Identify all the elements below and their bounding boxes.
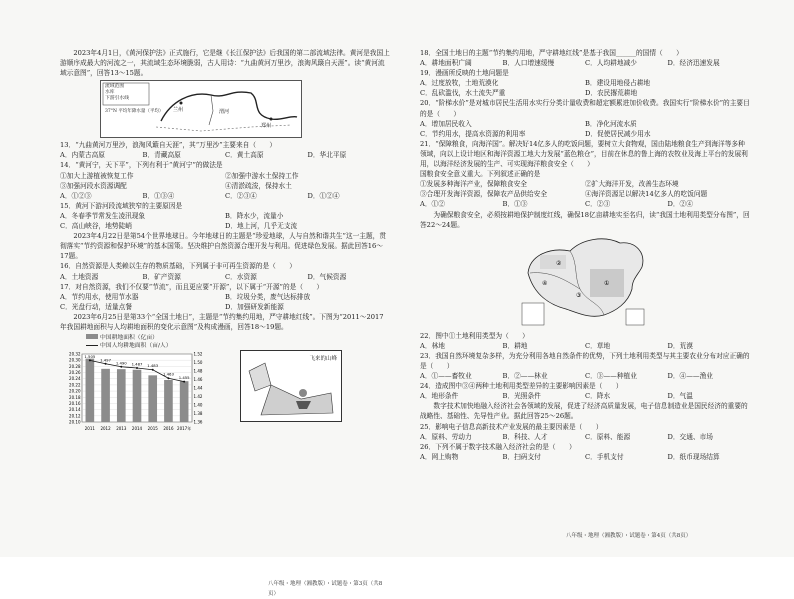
svg-text:①: ① xyxy=(604,279,610,287)
q18-option-d[interactable]: D．经济迅速发展 xyxy=(667,59,720,68)
q19-option-a[interactable]: A．过度放牧，土地荒漠化 xyxy=(420,79,499,88)
bar xyxy=(148,375,157,422)
china-land-use-map xyxy=(520,233,650,328)
legend-bar-label: 中国耕地面积（亿亩） xyxy=(100,335,158,342)
yellow-river-map xyxy=(100,80,302,138)
q26-option-d[interactable]: D．纸币现场结算 xyxy=(667,452,720,461)
chart-legend xyxy=(86,334,210,350)
q19-option-c[interactable]: C．乱砍滥伐，水土流失严重 xyxy=(420,89,506,98)
y-left-tick-label: 20.14 xyxy=(69,407,81,413)
x-tick-label: 2012 xyxy=(100,426,111,432)
data-label: 1.483 xyxy=(147,363,159,369)
svg-text:③: ③ xyxy=(576,291,582,299)
line-point xyxy=(136,367,138,369)
q22-option-a[interactable]: A．林地 xyxy=(420,341,445,350)
q23-option-a[interactable]: A．①——畜牧业 xyxy=(420,372,472,381)
y-left-tick-label: 20.24 xyxy=(69,376,81,382)
q23-options xyxy=(420,371,750,381)
y-left-tick-label: 20.20 xyxy=(69,388,81,394)
data-label: 1.505 xyxy=(84,353,96,359)
bar xyxy=(101,369,110,422)
q16-option-b[interactable]: B．矿产资源 xyxy=(142,272,181,281)
q14-options xyxy=(60,191,390,201)
intro-digital: 数字技术加快地融入经济社会各领域的发展，促进了经济高质量发展，电子信息制造业是国民经济的重要的战略性、基础性、先导性产业。据此回答25～26题。 xyxy=(420,402,748,421)
q16-option-a[interactable]: A．土地资源 xyxy=(60,272,99,281)
x-tick-label: 2014 xyxy=(131,426,143,432)
q14-statements xyxy=(60,171,390,191)
question-21: 21．“保障粮食，向海洋国”。解决好14亿多人的吃饭问题，要树立大食物观，国由陆地粮食生产到海洋等多种领域，向以上设计地区和海洋资源工地大力发展“蓝色粮仓”，目前在休息的鲁上海的农牧业及海上平台的发展利用，以海洋经济发展的生产、可实现海洋粮食安全（ ） xyxy=(420,139,748,169)
q21-statement: ①发展多种海洋产业，保障粮食安全 xyxy=(420,180,527,189)
y-left-tick-label: 20.18 xyxy=(69,394,81,400)
q25-option-c[interactable]: C．原料、能源 xyxy=(585,432,631,441)
map-legend-item: 水库 xyxy=(105,90,115,96)
map-legend-item: 37°N 平均年降水量（平均） xyxy=(105,109,164,115)
y-left-tick-label: 20.30 xyxy=(69,357,81,363)
q26-option-b[interactable]: B．扫码支付 xyxy=(502,452,541,461)
x-tick-label: 2015 xyxy=(147,426,158,432)
q25-option-b[interactable]: B．科技、人才 xyxy=(502,432,548,441)
q18-option-a[interactable]: A．耕地面积广阔 xyxy=(420,59,472,68)
q15-option-c[interactable]: C．高山峡谷，地势陡峭 xyxy=(60,222,132,231)
y-right-tick-label: 1.48 xyxy=(193,368,203,374)
q22-option-d[interactable]: D．荒漠 xyxy=(667,341,693,350)
y-right-tick-label: 1.46 xyxy=(193,377,203,383)
q14-option-c[interactable]: C．②③④ xyxy=(225,191,257,200)
q14-option-a[interactable]: A．①②③ xyxy=(60,191,92,200)
page-footer-right: 八年级・地理（湘教版）・试题卷・第4页（共8页） xyxy=(566,533,692,539)
y-right-tick-label: 1.38 xyxy=(193,411,203,417)
bar xyxy=(86,359,95,422)
line-point xyxy=(105,363,107,365)
q20-option-c[interactable]: C．节约用水，提高水资源的利用率 xyxy=(420,129,526,138)
map-legend-item: 下游引水线 xyxy=(105,96,129,102)
q18-options xyxy=(420,58,750,68)
q14-option-b[interactable]: B．①③④ xyxy=(142,191,175,200)
q22-option-c[interactable]: C．草地 xyxy=(585,341,611,350)
line-point xyxy=(152,369,154,371)
q17-option-d[interactable]: D．加强研发新能源 xyxy=(225,302,284,311)
map-label-zhengzhou: 郑州 xyxy=(261,123,272,130)
y-left-tick-label: 20.16 xyxy=(69,401,81,407)
question-16: 16．自然资源是人类赖以生存的物质基础，下列属于非可再生资源的是（ ） xyxy=(60,262,296,271)
q21-option-a[interactable]: A．①② xyxy=(420,200,445,209)
legend-line-label: 中国人均耕地面积（亩/人） xyxy=(100,343,172,350)
q25-option-d[interactable]: D．交通、市场 xyxy=(667,432,713,441)
q20-option-a[interactable]: A．增加居民收入 xyxy=(420,119,472,128)
q24-option-a[interactable]: A．地形条件 xyxy=(420,392,459,401)
q14-statement: ③加强河段水资源调配 xyxy=(60,181,127,190)
q14-statement: ①加大上游植被恢复工作 xyxy=(60,171,134,180)
cartoon-caption: 飞来的山峰 xyxy=(309,356,337,363)
data-label: 1.497 xyxy=(100,357,112,363)
legend-bar-swatch xyxy=(86,334,98,339)
q26-options xyxy=(420,452,750,462)
question-14: 14．“黄河宁，天下平”，下列有利于“黄河宁”的做法是 xyxy=(60,161,223,170)
y-left-tick-label: 20.12 xyxy=(69,413,81,419)
q17-option-b[interactable]: B．垃圾分类，废气达标排放 xyxy=(225,292,311,301)
left-page xyxy=(60,48,390,598)
q16-option-d[interactable]: D．气候资源 xyxy=(307,272,347,281)
q23-option-d[interactable]: D．④——渔业 xyxy=(667,372,713,381)
question-26: 26．下列不属于数字技术融入经济社会的是（ ） xyxy=(420,442,576,451)
y-right-tick-label: 1.52 xyxy=(193,351,203,357)
q24-option-b[interactable]: B．光照条件 xyxy=(502,392,541,401)
q21-option-c[interactable]: C．②③ xyxy=(585,200,611,209)
q13-option-d[interactable]: D．华北平原 xyxy=(307,151,347,160)
q25-options xyxy=(420,432,750,442)
line-point xyxy=(120,366,122,368)
q21-statement: ③合理开发海洋资源，保障农产品供给安全 xyxy=(420,190,548,199)
svg-text:②: ② xyxy=(556,259,562,267)
q26-option-c[interactable]: C．手机支付 xyxy=(585,452,624,461)
q14-option-d[interactable]: D．①②④ xyxy=(307,191,340,200)
q21-statement: ④海洋资源足以解决14亿多人的吃饭问题 xyxy=(585,190,708,199)
bar xyxy=(164,380,173,422)
intro-earth-day: 2023年4月22日是第54个世界地球日。今年地球日的主题是“珍爱地球，人与自然和谐共生”这一主题，贯彻落实“节约资源和保护环境”的基本国策。坚决维护自然资源合理开发与利用。促进绿色发展。据此回答16～17题。 xyxy=(60,232,387,261)
line-point xyxy=(89,359,91,361)
q21-statement: ②扩大海洋开发，改善生态环境 xyxy=(585,180,679,189)
figure-row xyxy=(60,334,390,436)
x-tick-label: 2011 xyxy=(84,426,95,432)
q21-options xyxy=(420,199,750,209)
q21-option-d[interactable]: D．②④ xyxy=(667,200,693,209)
chart-canvas xyxy=(60,350,210,434)
map-legend-title: 流域范围 xyxy=(105,84,125,90)
q24-option-c[interactable]: C．降水 xyxy=(585,392,611,401)
q13-option-a[interactable]: A．内蒙古高原 xyxy=(60,151,105,160)
question-22: 22．图中①土地利用类型为（ ） xyxy=(420,331,529,340)
q14-statement: ④清淤疏浚，保持水土 xyxy=(225,181,292,190)
q24-option-d[interactable]: D．气温 xyxy=(667,392,693,401)
q22-options xyxy=(420,341,750,351)
y-left-tick-label: 20.22 xyxy=(69,382,81,388)
y-right-tick-label: 1.36 xyxy=(193,419,203,425)
q15-option-d[interactable]: D．地上河，几乎无支流 xyxy=(225,222,298,231)
q19-options xyxy=(420,78,750,98)
line-point xyxy=(167,377,169,379)
q17-options xyxy=(60,292,390,312)
bar xyxy=(133,370,142,422)
data-label: 1.487 xyxy=(131,361,143,367)
q19-option-b[interactable]: B．建设用地侵占耕地 xyxy=(585,79,651,88)
right-page xyxy=(420,48,750,462)
q19-option-d[interactable]: D．农民撂荒耕地 xyxy=(585,89,638,98)
y-right-tick-label: 1.50 xyxy=(193,360,203,366)
line-point xyxy=(183,381,185,383)
q21-statements xyxy=(420,179,750,199)
intro-yellow-river: 2023年4月1日，《黄河保护法》正式施行，它是继《长江保护法》后我国的第二部流域法律。黄河是我国上游顺序成最大的河流之一，其流域生态环境脆弱，古人用诗：“九曲黄河万里沙，浪淘风簸自天涯”。读“黄河流域示意图”，回答13～15题。 xyxy=(60,49,390,78)
intro-land-day: 2023年6月25日是第33个“全国土地日”，主题是“节约集约用地，严守耕地红线”。下图为“2011～2017年我国耕地面积与人均耕地面积的变化示意图”及构成漫画，回答18～19题。 xyxy=(60,312,384,331)
y-right-tick-label: 1.42 xyxy=(193,394,203,400)
farmland-chart xyxy=(60,334,210,436)
y-left-tick-label: 20.32 xyxy=(69,351,81,357)
svg-text:④: ④ xyxy=(542,279,548,287)
question-18: 18．全国土地日的主题“节约集约用地，严守耕地红线”是基于我国______的国情（ ） xyxy=(420,49,683,57)
data-label: 1.455 xyxy=(178,375,190,381)
q20-option-b[interactable]: B．净化河流水质 xyxy=(585,119,637,128)
q21-option-b[interactable]: B．①③ xyxy=(502,200,528,209)
data-label: 1.463 xyxy=(162,371,174,377)
y-right-tick-label: 1.40 xyxy=(193,402,203,408)
y-right-tick-label: 1.44 xyxy=(193,385,203,391)
q26-option-a[interactable]: A．网上购物 xyxy=(420,452,459,461)
q13-options xyxy=(60,150,390,160)
q13-option-c[interactable]: C．黄土高原 xyxy=(225,151,264,160)
question-20: 20．“阶梯水价”是对城市居民生活用水实行分类计量收费和超定额累进加价收费。我国实行“阶梯水价”的主要目的是（ ） xyxy=(420,99,750,118)
question-13: 13．“九曲黄河万里沙，浪淘风簸自天涯”，其“万里沙”主要来自（ ） xyxy=(60,141,277,150)
y-left-tick-label: 20.10 xyxy=(69,419,81,425)
q20-option-d[interactable]: D．促使居民减少用水 xyxy=(585,129,651,138)
q18-option-c[interactable]: C．人均耕地减少 xyxy=(585,59,637,68)
page-footer-left: 八年级・地理（湘教版）・试题卷・第3页（共8页） xyxy=(268,581,383,598)
q17-option-c[interactable]: C．光盘行动，适量点餐 xyxy=(60,302,132,311)
x-tick-label: 2013 xyxy=(116,426,127,432)
q15-option-a[interactable]: A．冬春季节常发生凌汛现象 xyxy=(60,211,146,220)
q17-option-a[interactable]: A．节约用水，使用节水器 xyxy=(60,292,139,301)
question-25: 25．影响电子信息高新技术产业发展的最主要因素是（ ） xyxy=(420,422,603,431)
y-left-tick-label: 20.26 xyxy=(69,370,81,376)
bar xyxy=(180,381,189,422)
question-21-sub: 国粮食安全意义重大。下列叙述正确的是 xyxy=(420,170,541,179)
data-label: 1.490 xyxy=(115,360,127,366)
map-label-weihe: 渭河 xyxy=(219,109,230,116)
bar xyxy=(117,369,126,422)
q18-option-b[interactable]: B．人口增速缓慢 xyxy=(502,59,555,68)
map-label-lanzhou: 兰州 xyxy=(173,107,184,114)
x-tick-label: 2017年 xyxy=(177,426,192,432)
intro-land-use: 为确保粮食安全，必须按耕地保护制度红线，确保18亿亩耕地实至名归，读“我国土地利用类型分布图”，回答22～24题。 xyxy=(420,210,750,229)
q15-options xyxy=(60,211,390,231)
y-left-tick-label: 20.28 xyxy=(69,363,81,369)
question-24: 24．造成图中③④两种土地利用类型差异的主要影响因素是（ ） xyxy=(420,382,623,391)
question-23: 23．我国自然环境复杂多样，为充分利用各地自然条件的优势，下列土地利用类型与其主要农业分布对应正确的是（ ） xyxy=(420,351,750,370)
question-15: 15．黄河下游河段流域狭窄的主要原因是 xyxy=(60,201,183,210)
question-17: 17．对自然资源，我们不仅要“节流”，而且更应要“开源”，以下属于“开源”的是（ ） xyxy=(60,282,324,291)
q24-options xyxy=(420,391,750,401)
question-19: 19．漫画所反映的土地问题是 xyxy=(420,69,509,78)
x-tick-label: 2016 xyxy=(163,426,174,432)
q25-option-a[interactable]: A．原料、劳动力 xyxy=(420,432,472,441)
q16-options xyxy=(60,272,390,282)
q23-option-c[interactable]: C．③——种植业 xyxy=(585,372,637,381)
q15-option-b[interactable]: B．降水少，流量小 xyxy=(225,211,284,220)
cartoon-flying-mountain xyxy=(240,350,342,422)
q14-statement: ②加强中游水土保持工作 xyxy=(225,171,299,180)
q20-options xyxy=(420,119,750,139)
q13-option-b[interactable]: B．青藏高原 xyxy=(142,151,181,160)
q22-option-b[interactable]: B．耕地 xyxy=(502,341,528,350)
q23-option-b[interactable]: B．②——林业 xyxy=(502,372,548,381)
q16-option-c[interactable]: C．水资源 xyxy=(225,272,257,281)
legend-line-swatch xyxy=(86,345,98,346)
